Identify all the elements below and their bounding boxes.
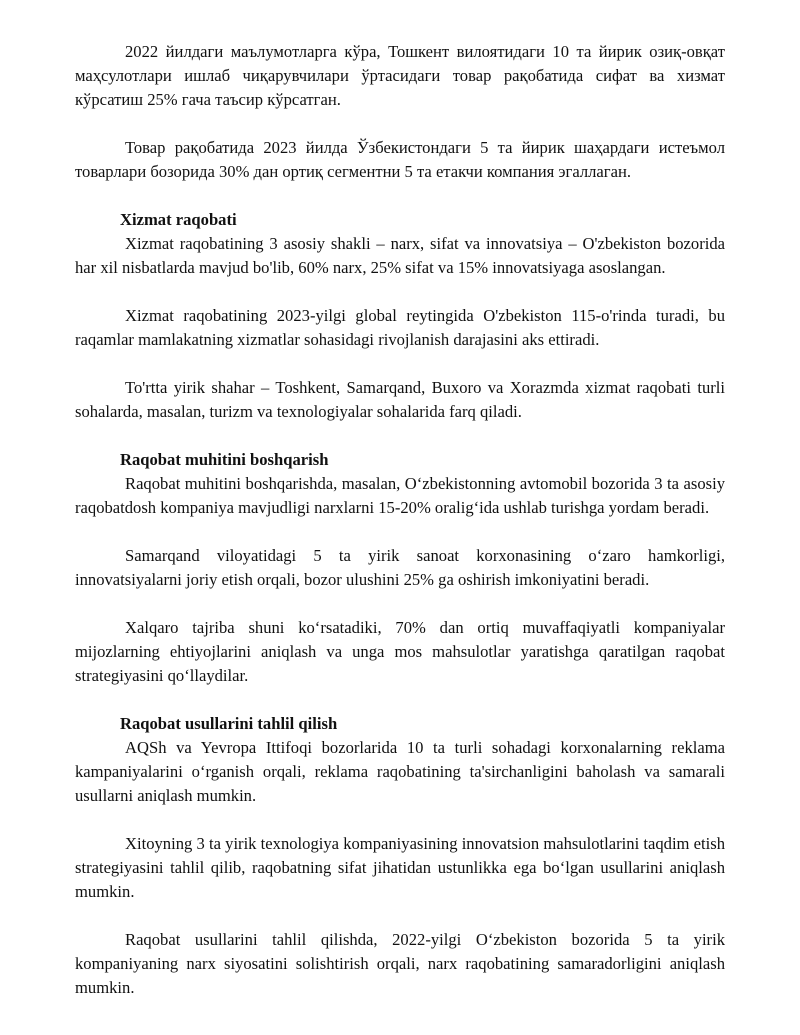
section-heading-xizmat-raqobati: Xizmat raqobati (120, 210, 237, 229)
section-3-paragraph-1: AQSh va Yevropa Ittifoqi bozorlarida 10 ta turli sohadagi korxonalarning reklama kampaniyalarini o‘rganish orqali, reklama raqobatining ta'sirchanligini baholash va samarali usullarni aniqlash mumkin. (75, 738, 725, 805)
intro-paragraph-1: 2022 йилдаги маълумотларга кўра, Тошкент вилоятидаги 10 та йирик озиқ-овқат маҳсулотлари ишлаб чиқарувчилари ўртасидаги товар рақобатида сифат ва хизмат кўрсатиш 25% гача таъсир кўрсатган. (75, 42, 725, 109)
section-1-paragraph-1: Xizmat raqobatining 3 asosiy shakli – narx, sifat va innovatsiya – O'zbekiston bozorida har xil nisbatlarda mavjud bo'lib, 60% narx, 25% sifat va 15% innovatsiyaga asoslangan. (75, 234, 725, 277)
intro-paragraph-2: Товар рақобатида 2023 йилда Ўзбекистондаги 5 та йирик шаҳардаги истеъмол товарлари бозорида 30% дан ортиқ сегментни 5 та етакчи компания эгаллаган. (75, 138, 725, 181)
section-heading-raqobat-muhitini-boshqarish: Raqobat muhitini boshqarish (120, 450, 329, 469)
section-1-paragraph-3: To'rtta yirik shahar – Toshkent, Samarqand, Buxoro va Xorazmda xizmat raqobati turli sohalarda, masalan, turizm va texnologiyalar sohalarida farq qiladi. (75, 378, 725, 421)
section-2-paragraph-3: Xalqaro tajriba shuni ko‘rsatadiki, 70% dan ortiq muvaffaqiyatli kompaniyalar mijozlarning ehtiyojlarini aniqlash va unga mos mahsulotlar yaratishga qaratilgan raqobat strategiyasini qo‘llaydilar. (75, 618, 725, 685)
section-1-paragraph-2: Xizmat raqobatining 2023-yilgi global reytingida O'zbekiston 115-o'rinda turadi, bu raqamlar mamlakatning xizmatlar sohasidagi rivojlanish darajasini aks ettiradi. (75, 306, 725, 349)
section-3-paragraph-2: Xitoyning 3 ta yirik texnologiya kompaniyasining innovatsion mahsulotlarini taqdim etish strategiyasini tahlil qilib, raqobatning sifat jihatidan ustunlikka ega bo‘lgan usullarini aniqlash mumkin. (75, 834, 725, 901)
section-2-paragraph-1: Raqobat muhitini boshqarishda, masalan, O‘zbekistonning avtomobil bozorida 3 ta asosiy raqobatdosh kompaniya mavjudligi narxlarni 15-20% oralig‘ida ushlab turishga yordam beradi. (75, 474, 725, 517)
section-heading-raqobat-usullarini-tahlil-qilish: Raqobat usullarini tahlil qilish (120, 714, 338, 733)
section-3-paragraph-3: Raqobat usullarini tahlil qilishda, 2022-yilgi O‘zbekiston bozorida 5 ta yirik kompaniyaning narx siyosatini solishtirish orqali, narx raqobatining samaradorligini aniqlash mumkin. (75, 930, 725, 997)
section-2-paragraph-2: Samarqand viloyatidagi 5 ta yirik sanoat korxonasining o‘zaro hamkorligi, innovatsiyalarni joriy etish orqali, bozor ulushini 25% ga oshirish imkoniyatini beradi. (75, 546, 725, 589)
